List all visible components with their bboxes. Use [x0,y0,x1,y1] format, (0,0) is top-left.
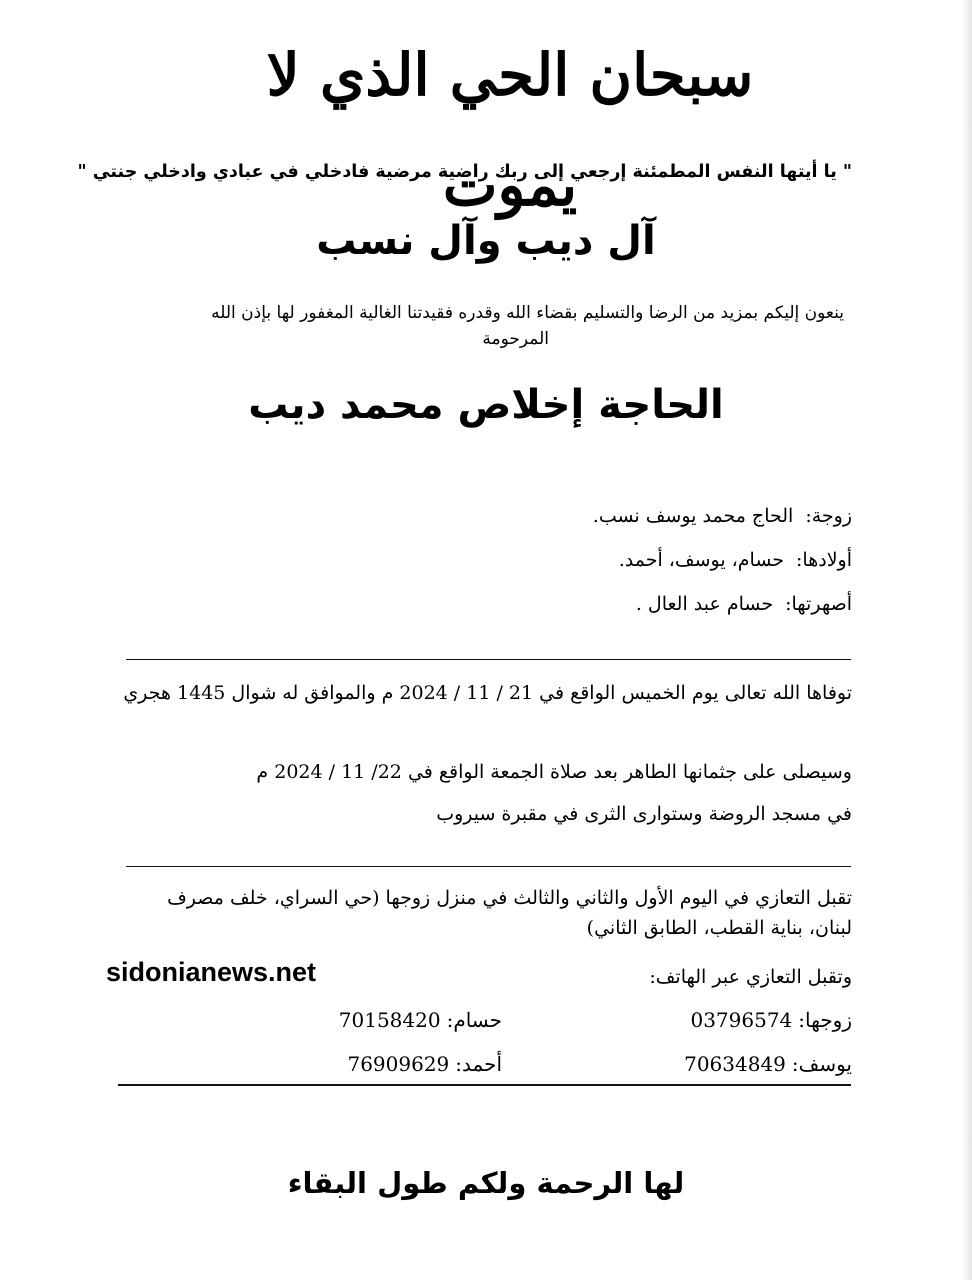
phone-label: زوجها: [798,1008,852,1032]
condolences-text: تقبل التعازي في اليوم الأول والثاني والثالث في منزل زوجها (حي السراي، خلف مصرف لبنان، بناية القطب، الطابق الثاني) [167,887,852,939]
phone-entry [339,1008,502,1032]
family-names: آل ديب وآل نسب [316,218,656,264]
phone-label: حسام: [446,1008,502,1032]
divider [118,1084,851,1086]
divider [126,659,851,660]
relative-value: حسام، يوسف، أحمد. [618,549,785,571]
relative-label: أولادها: [796,549,852,571]
relative-label: أصهرتها: [785,593,852,615]
announcement-intro [124,300,844,352]
relative-husband [593,505,852,527]
prayer-text: وسيصلى على جثمانها الطاهر بعد صلاة الجمعة الواقع في 22/ 11 / 2024 م [256,761,852,783]
relative-value: الحاج محمد يوسف نسب. [592,505,794,527]
watermark-text: sidonianews.net [106,957,317,987]
death-date-text: توفاها الله تعالى يوم الخميس الواقع في 21 / 11 / 2024 م والموافق له شوال 1445 هجري [123,682,852,704]
phone-number: 03796574 [690,1008,793,1032]
divider [126,866,851,867]
phone-entry [690,1008,852,1032]
phone-number: 70158420 [338,1008,441,1032]
relative-children [619,549,852,571]
relative-in-laws [636,593,852,615]
intro-line-1: ينعون إليكم بمزيد من الرضا والتسليم بقضاء الله وقدره فقيدتنا الغالية المغفور لها بإذن الله [211,303,844,323]
phone-condolences-intro: وتقبل التعازي عبر الهاتف: [649,966,852,988]
deceased-name: الحاجة إخلاص محمد ديب [248,382,724,428]
relative-value: حسام عبد العال . [635,593,774,615]
calligraphy-header: سبحان الحي الذي لا يموت [266,41,754,219]
phone-number: 70634849 [684,1052,786,1076]
burial-text: في مسجد الروضة وستوارى الثرى في مقبرة سيروب [436,803,852,825]
phone-label: أحمد: [455,1052,502,1076]
quran-verse: " يا أيتها النفس المطمئنة إرجعي إلى ربك راضية مرضية فادخلي في عبادي وادخلي جنتي " [77,162,852,182]
intro-line-2: المرحومة [482,329,549,349]
closing-phrase: لها الرحمة ولكم طول البقاء [287,1166,685,1200]
phone-entry [347,1052,502,1076]
phone-entry [684,1052,852,1076]
phone-number: 76909629 [347,1052,450,1076]
page-edge-shadow [962,0,972,1280]
phone-label: يوسف: [791,1052,852,1076]
relative-label: زوجة: [805,505,852,527]
